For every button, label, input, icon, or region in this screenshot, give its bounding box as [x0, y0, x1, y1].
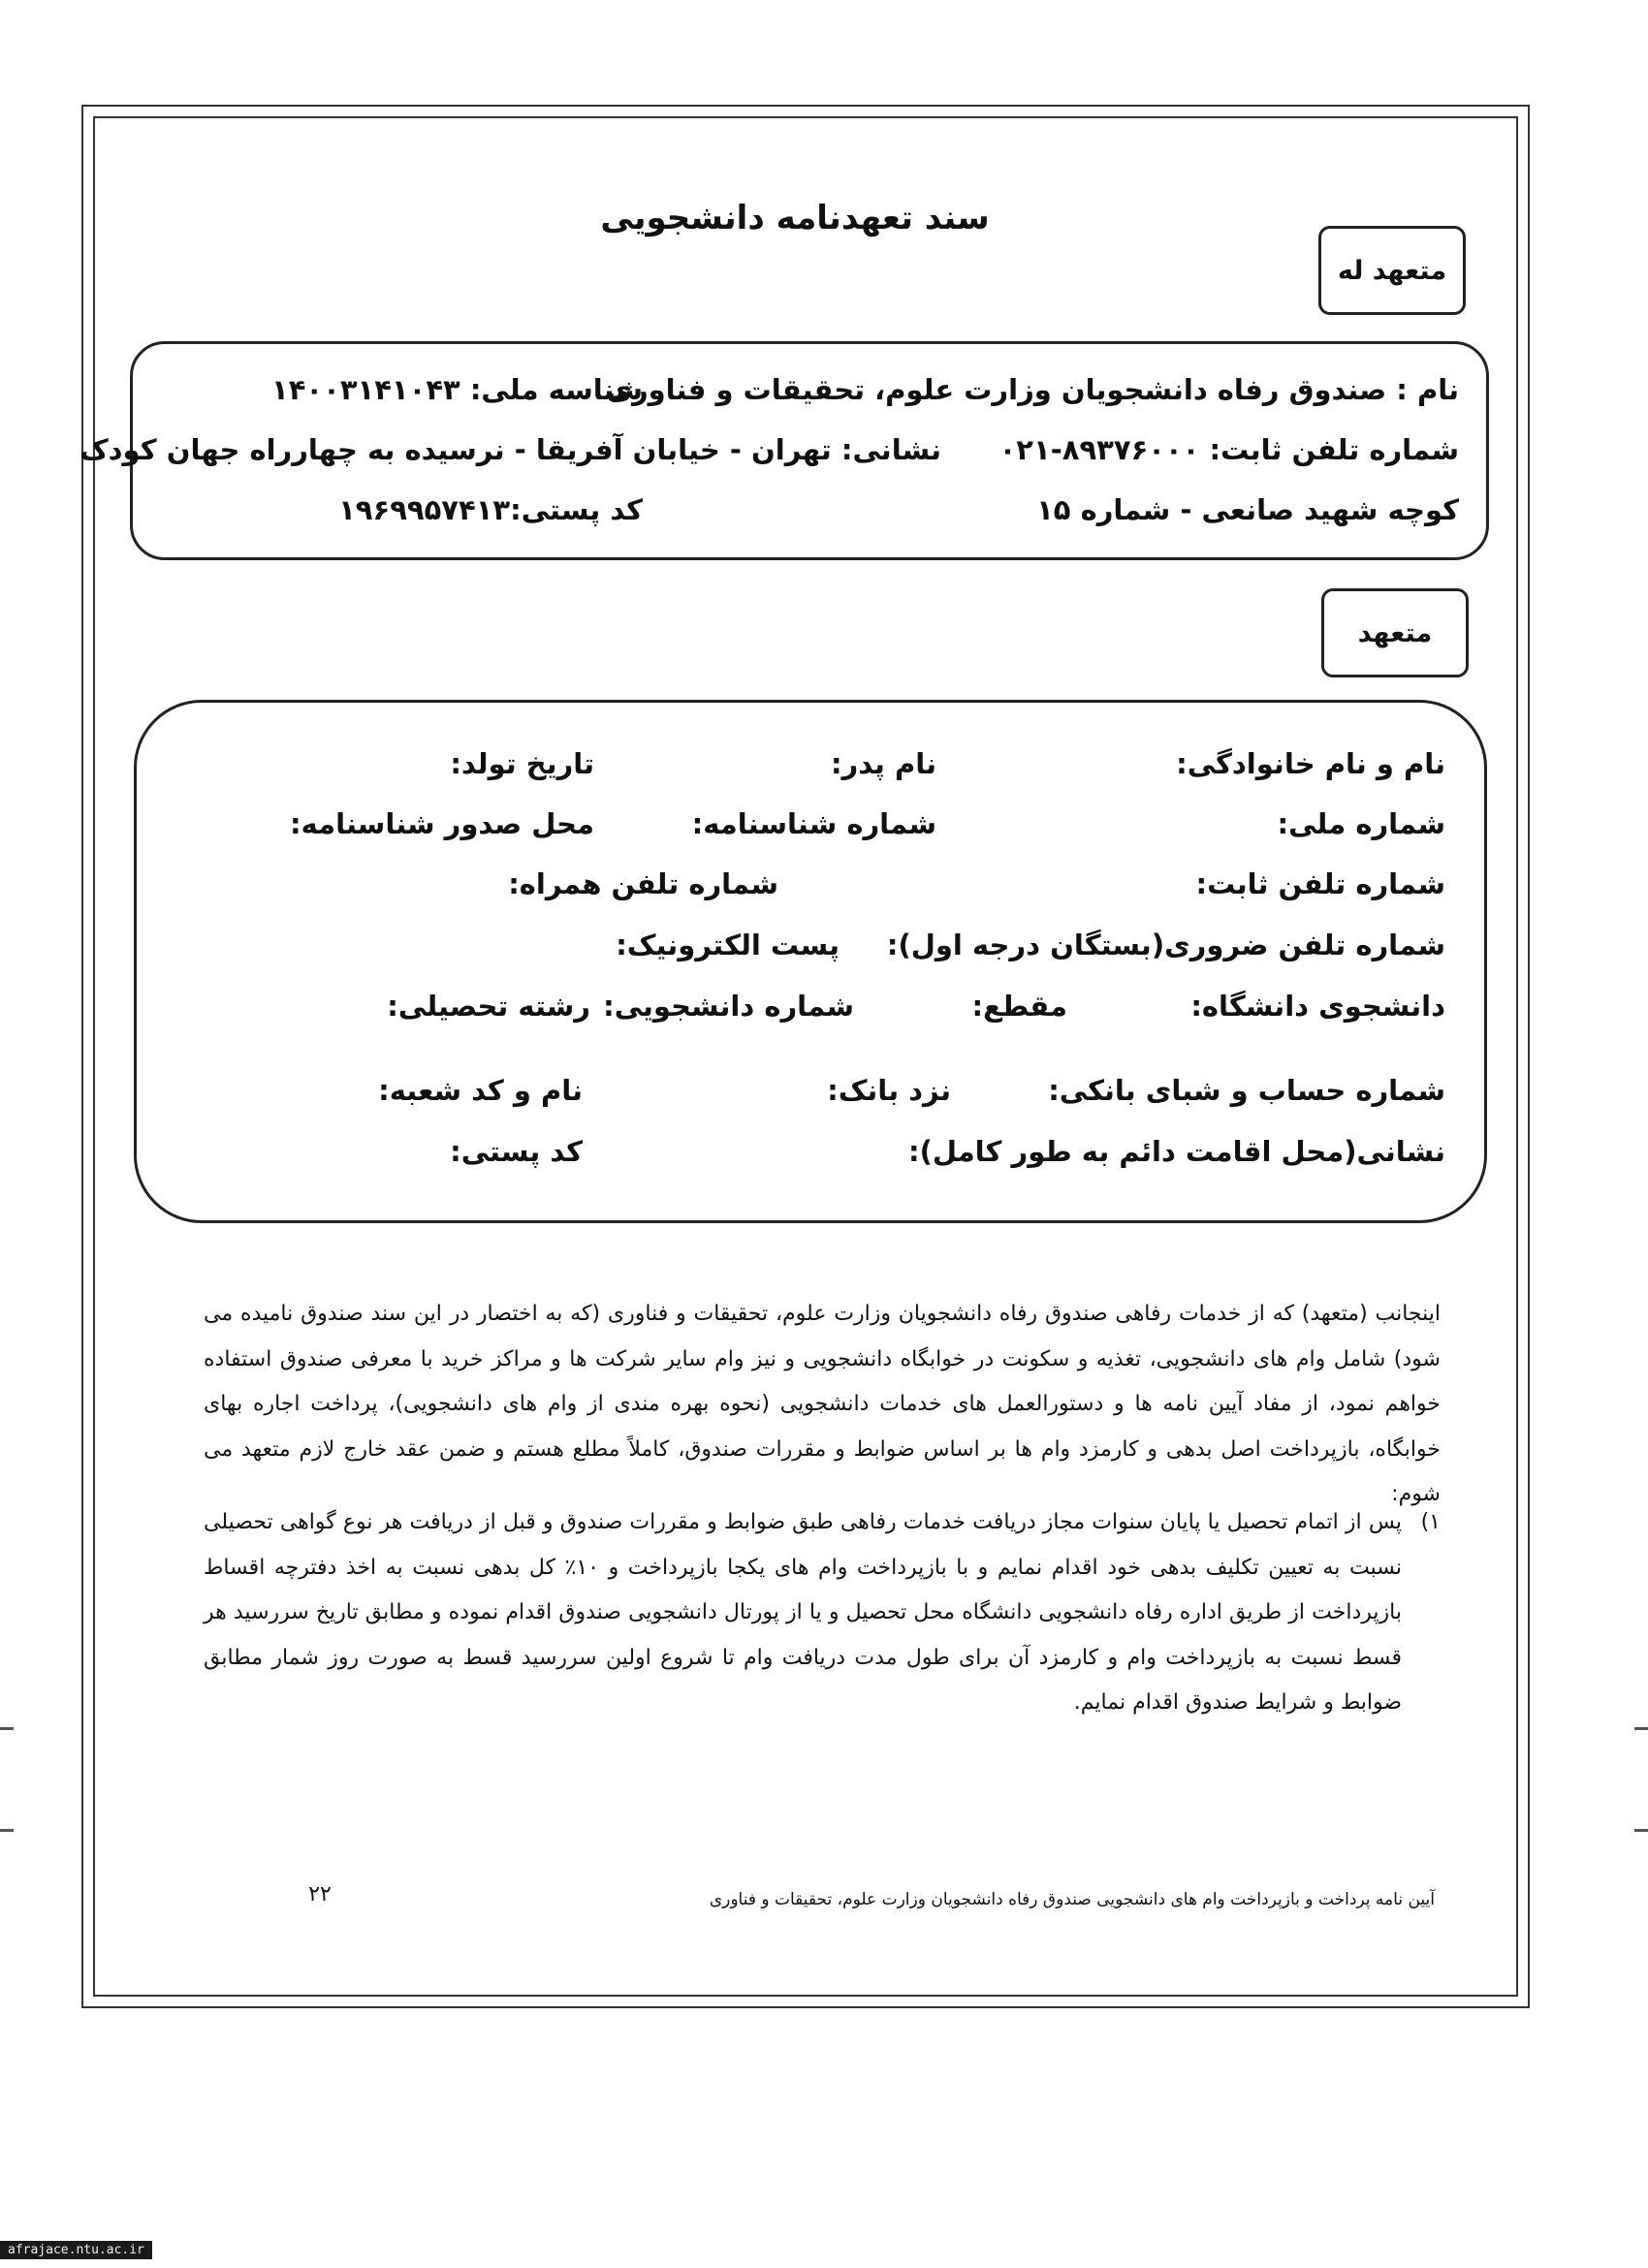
- field-national-code: شماره ملی:: [1277, 807, 1445, 840]
- field-full-name: نام و نام خانوادگی:: [1176, 747, 1445, 780]
- field-field-of-study: رشته تحصیلی:: [387, 990, 590, 1023]
- field-degree-level: مقطع:: [971, 990, 1067, 1023]
- beneficiary-street: کوچه شهید صانعی - شماره ۱۵: [1036, 493, 1459, 526]
- scan-edge-mark-right: [1634, 1727, 1648, 1832]
- beneficiary-label-box: [1318, 226, 1466, 315]
- obligor-label-box: [1321, 588, 1469, 677]
- field-id-issue-place: محل صدور شناسنامه:: [289, 807, 594, 840]
- field-father-name: نام پدر:: [830, 747, 936, 780]
- field-birth-date: تاریخ تولد:: [450, 747, 594, 780]
- clause-1-number: ۱): [1420, 1510, 1441, 1534]
- field-postal-code: کد پستی:: [450, 1135, 583, 1168]
- field-emergency-phone: شماره تلفن ضروری(بستگان درجه اول):: [886, 929, 1445, 961]
- clause-1-text: پس از اتمام تحصیل یا پایان سنوات مجاز دریافت خدمات رفاهی طبق ضوابط و مقررات صندوق و قبل از دریافت هر نوع گواهی تحصیلی نسبت به تعیین تکلیف بدهی خود اقدام نمایم و با بازپرداخت وام های یکجا بازپرداخت و ۱۰٪ کل بدهی نسبت به اخذ دفترچه اقساط بازپرداخت از طریق اداره رفاه دانشجویی دانشگاه محل تحصیل و یا از پورتال دانشجویی صندوق اقدام نموده و مطابق تاریخ سررسید هر قسط نسبت به بازپرداخت وام و کارمزد آن برای طول مدت دریافت وام تا شروع اولین سررسید قسط به صورت روز شمار مطابق ضوابط و شرایط صندوق اقدام نمایم.: [204, 1510, 1402, 1715]
- field-bank: نزد بانک:: [827, 1074, 951, 1107]
- scan-edge-mark-left: [0, 1727, 14, 1832]
- beneficiary-address: نشانی: تهران - خیابان آفریقا - نرسیده به چهارراه جهان کودک: [79, 433, 941, 466]
- beneficiary-postal-code: کد پستی:۱۹۶۹۹۵۷۴۱۳: [338, 493, 643, 526]
- site-watermark: afrajace.ntu.ac.ir: [0, 2241, 152, 2259]
- field-id-number: شماره شناسنامه:: [691, 807, 936, 840]
- beneficiary-info-box: [79, 341, 1489, 560]
- document-title: سند تعهدنامه دانشجویی: [600, 199, 990, 237]
- obligor-label: متعهد: [1357, 617, 1433, 648]
- beneficiary-national-id: شناسه ملی: ۱۴۰۰۳۱۴۱۰۴۳: [271, 373, 643, 406]
- intro-text: اینجانب (متعهد) که از خدمات رفاهی صندوق رفاه دانشجویان وزارت علوم، تحقیقات و فناوری (که به اختصار در این سند صندوق نامیده می شود) شامل وام های دانشجویی، تغذیه و سکونت در خوابگاه دانشجویی و نیز وام سایر شرکت ها و مراکز خرید با معرفی صندوق استفاده خواهم نمود، از مفاد آیین نامه ها و دستورالعمل های خدمات دانشجویی (نحوه بهره مندی از وام های دانشجویی)، پرداخت اجاره بهای خوابگاه، بازپرداخت اصل بدهی و کارمزد وام ها بر اساس ضوابط و مقررات صندوق، کاملاً مطلع هستم و ضمن عقد خارج لازم متعهد می شوم:: [204, 1302, 1441, 1506]
- footer-regulation: آیین نامه پرداخت و بازپرداخت وام های دانشجویی صندوق رفاه دانشجویان وزارت علوم، تحقیقات و فناوری: [709, 1890, 1435, 1909]
- obligor-info-box: [134, 700, 1487, 1223]
- field-residence-address: نشانی(محل اقامت دائم به طور کامل):: [907, 1135, 1445, 1168]
- field-student-number: شماره دانشجویی:: [603, 990, 854, 1023]
- page-number: ۲۲: [308, 1882, 332, 1906]
- field-bank-account: شماره حساب و شبای بانکی:: [1048, 1074, 1445, 1107]
- beneficiary-phone: شماره تلفن ثابت: ۸۹۳۷۶۰۰۰-۰۲۱: [998, 433, 1459, 466]
- intro-paragraph: [204, 1292, 1441, 1518]
- field-landline: شماره تلفن ثابت:: [1195, 867, 1445, 900]
- field-email: پست الکترونیک:: [616, 929, 840, 961]
- field-university: دانشجوی دانشگاه:: [1190, 990, 1445, 1023]
- field-mobile: شماره تلفن همراه:: [508, 867, 778, 900]
- clause-1: [204, 1500, 1441, 1726]
- beneficiary-label: متعهد له: [1337, 255, 1447, 286]
- beneficiary-name: نام : صندوق رفاه دانشجویان وزارت علوم، تحقیقات و فناوری: [606, 373, 1459, 406]
- field-branch: نام و کد شعبه:: [378, 1074, 583, 1107]
